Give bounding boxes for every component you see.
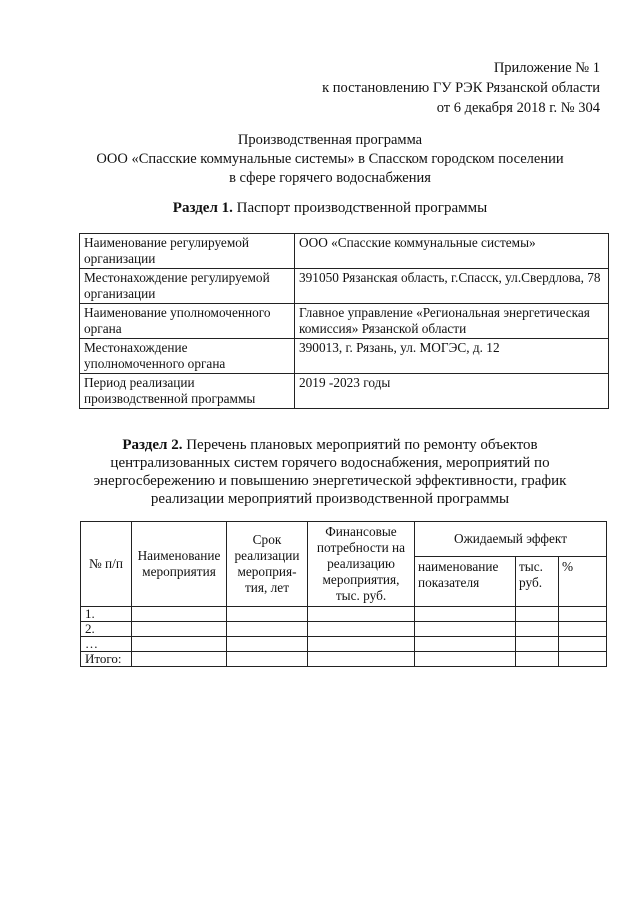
passport-value: 390013, г. Рязань, ул. МОГЭС, д. 12 [295,339,609,374]
passport-row [80,269,609,304]
col-number-header: № п/п [81,522,132,607]
passport-row [80,304,609,339]
title-line-2: ООО «Спасские коммунальные системы» в Спасском городском поселении [96,151,564,167]
col-percent-header: % [559,557,607,607]
measures-table [80,521,607,667]
section-2-heading [70,436,590,508]
col-finance-header: Финансовые потребности на реализацию мероприятия, тыс. руб. [308,522,415,607]
annex-line-2: к постановлению ГУ РЭК Рязанской области [322,80,600,96]
passport-row [80,339,609,374]
table-row [81,607,607,622]
col-effect-header: Ожидаемый эффект [415,522,607,557]
annex-line-1: Приложение № 1 [493,60,600,76]
passport-value: 391050 Рязанская область, г.Спасск, ул.Свердлова, 78 [295,269,609,304]
section-1-text: Паспорт производственной программы [236,200,488,216]
row-total-label: Итого: [81,652,132,667]
annex-line-3: от 6 декабря 2018 г. № 304 [436,100,600,116]
passport-key: Период реализации производственной программы [80,374,295,409]
title-line-1: Производственная программа [237,132,423,148]
row-number: 2. [81,622,132,637]
passport-key: Наименование регулируемой организации [80,234,295,269]
title-line-3: в сфере горячего водоснабжения [229,170,431,186]
passport-row [80,374,609,409]
passport-value: ООО «Спасские коммунальные системы» [295,234,609,269]
section-2-label: Раздел 2. [122,437,183,453]
col-indicator-header: наименование показателя [415,557,516,607]
annex-block [322,58,600,118]
section-1-label: Раздел 1. [172,200,233,216]
passport-value: 2019 -2023 годы [295,374,609,409]
section-1-heading [60,200,600,217]
passport-key: Местонахождение уполномоченного органа [80,339,295,374]
passport-table [79,233,609,409]
col-term-header: Срок реализации мероприя- тия, лет [227,522,308,607]
table-row-total [81,652,607,667]
passport-key: Наименование уполномоченного органа [80,304,295,339]
table-row [81,637,607,652]
passport-row [80,234,609,269]
passport-key: Местонахождение регулируемой организации [80,269,295,304]
row-number: … [81,637,132,652]
col-rub-header: тыс. руб. [516,557,559,607]
header-row [81,522,607,557]
table-row [81,622,607,637]
passport-value: Главное управление «Региональная энергетическая комиссия» Рязанской области [295,304,609,339]
col-name-header: Наименование мероприятия [132,522,227,607]
section-2-text: Перечень плановых мероприятий по ремонту объектов централизованных систем горячего водоснабжения, мероприятий по энергосбережению и повышению энергетической эффективности, график реализации мероприятий производственной программы [93,437,567,507]
document-title [60,131,600,188]
row-number: 1. [81,607,132,622]
